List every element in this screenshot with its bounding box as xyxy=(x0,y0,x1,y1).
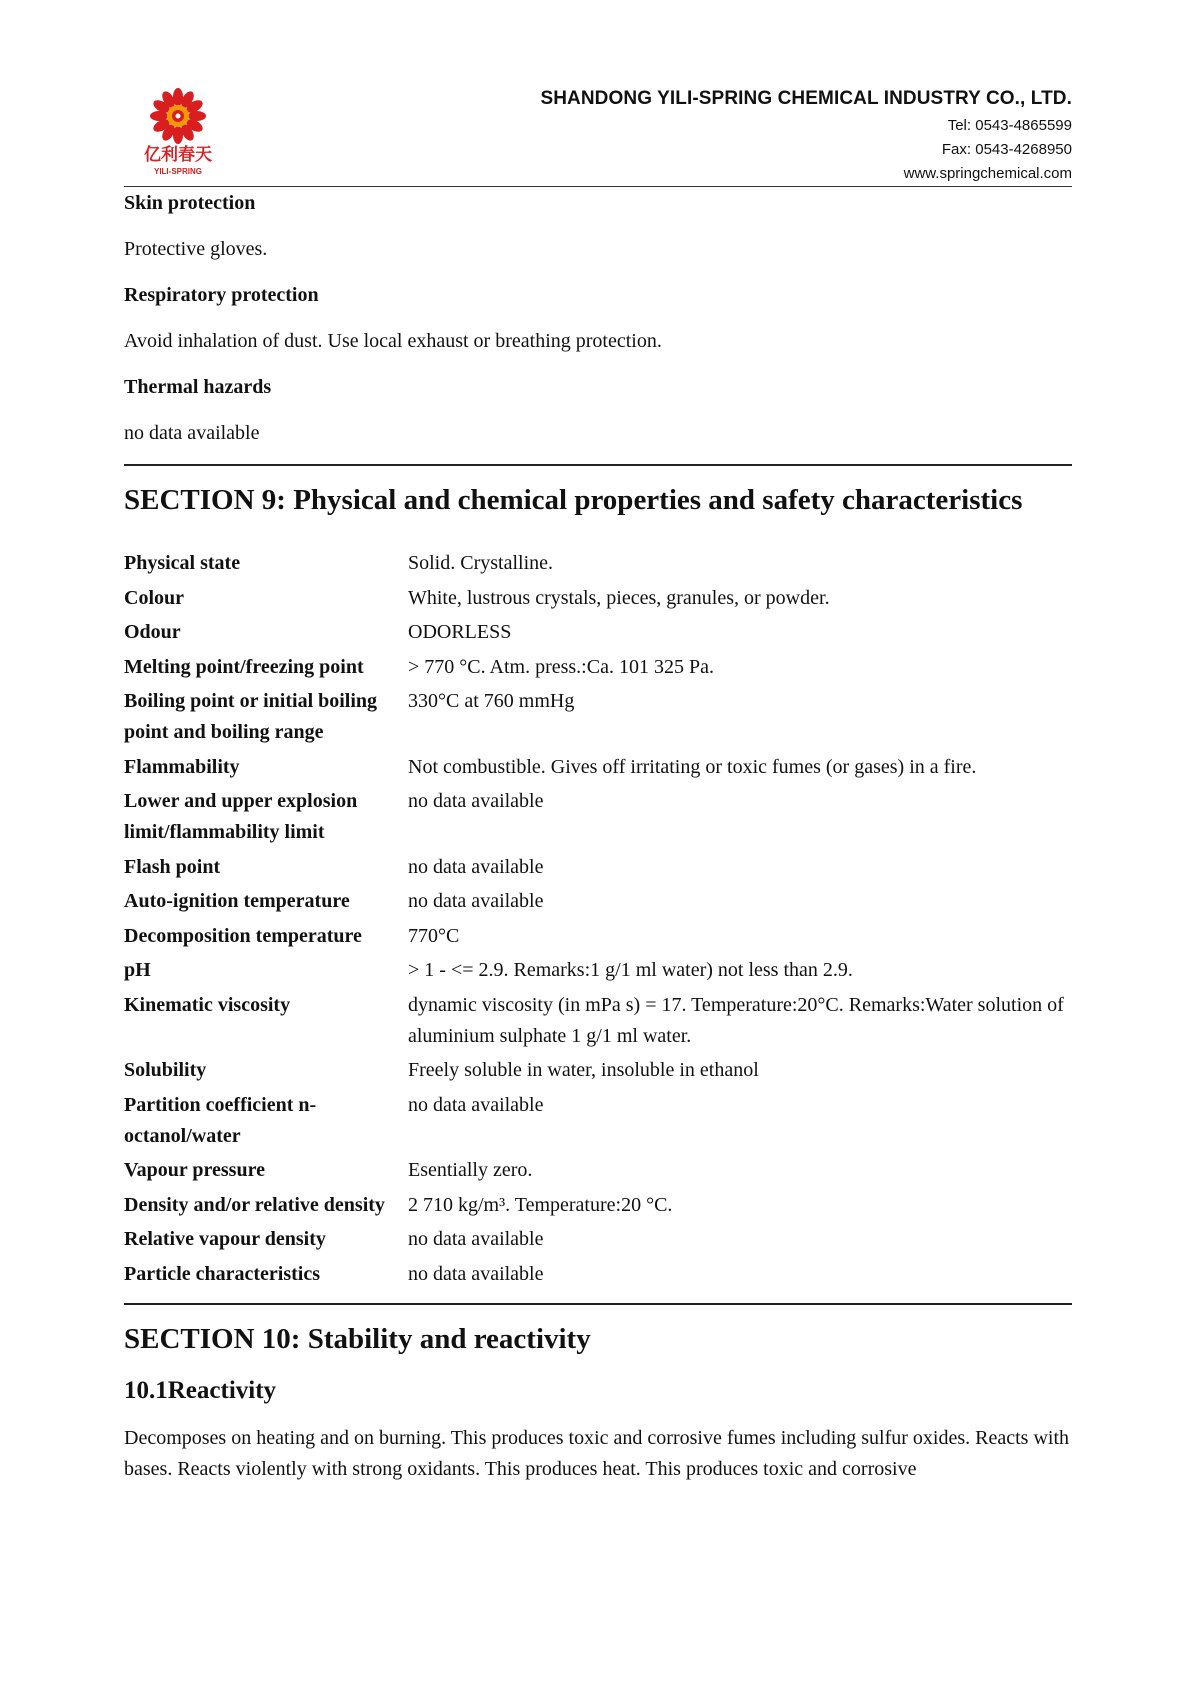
property-value: no data available xyxy=(408,855,544,878)
document-body xyxy=(124,188,1072,1500)
property-label: Lower and upper explosion limit/flammability limit xyxy=(124,790,358,843)
table-row xyxy=(124,786,1072,852)
section-10-title: SECTION 10: Stability and reactivity xyxy=(124,1323,591,1355)
table-row xyxy=(124,652,1072,687)
property-value: > 1 - <= 2.9. Remarks:1 g/1 ml water) not less than 2.9. xyxy=(408,959,853,981)
thermal-hazards-heading: Thermal hazards xyxy=(124,376,272,398)
property-value: Esentially zero. xyxy=(408,1159,533,1181)
property-value: dynamic viscosity (in mPa s) = 17. Temperature:20°C. Remarks:Water solution of aluminium sulphate 1 g/1 ml water. xyxy=(408,993,1064,1047)
page-header xyxy=(124,70,1072,187)
table-row xyxy=(124,548,1072,583)
table-row xyxy=(124,852,1072,887)
property-label: Kinematic viscosity xyxy=(124,993,291,1016)
property-label: Flash point xyxy=(124,855,221,878)
company-fax: Fax: 0543-4268950 xyxy=(941,141,1072,158)
respiratory-protection-text: Avoid inhalation of dust. Use local exhaust or breathing protection. xyxy=(124,330,662,352)
table-row xyxy=(124,583,1072,618)
property-value: no data available xyxy=(408,1093,544,1116)
section-divider xyxy=(124,1303,1072,1305)
company-name: SHANDONG YILI-SPRING CHEMICAL INDUSTRY CO., LTD. xyxy=(540,88,1072,109)
reactivity-text: Decomposes on heating and on burning. This produces toxic and corrosive fumes including sulfur oxides. Reacts with bases. Reacts violently with strong oxidants. This produces heat. This produces toxic and corrosive xyxy=(124,1427,1069,1480)
property-label: Partition coefficient n-octanol/water xyxy=(124,1093,317,1147)
table-row xyxy=(124,955,1072,990)
property-label: Solubility xyxy=(124,1059,207,1081)
table-row xyxy=(124,617,1072,652)
reactivity-subsection-title: 10.1Reactivity xyxy=(124,1377,277,1404)
property-label: Odour xyxy=(124,621,181,643)
table-row xyxy=(124,1190,1072,1225)
property-value: 330°C at 760 mmHg xyxy=(408,690,575,712)
property-value: > 770 °C. Atm. press.:Ca. 101 325 Pa. xyxy=(408,655,714,678)
table-row xyxy=(124,990,1072,1056)
thermal-hazards-text: no data available xyxy=(124,422,260,444)
property-label: Decomposition temperature xyxy=(124,924,362,947)
logo-text-cn: 亿利春天 xyxy=(144,145,212,165)
skin-protection-text: Protective gloves. xyxy=(124,238,268,260)
table-row xyxy=(124,752,1072,787)
company-tel: Tel: 0543-4865599 xyxy=(947,117,1072,134)
property-label: Density and/or relative density xyxy=(124,1193,385,1216)
table-row xyxy=(124,1259,1072,1294)
respiratory-protection-heading: Respiratory protection xyxy=(124,284,319,306)
table-row xyxy=(124,886,1072,921)
table-row xyxy=(124,1055,1072,1090)
property-value: 2 710 kg/m³. Temperature:20 °C. xyxy=(408,1193,673,1216)
property-label: Boiling point or initial boiling point and boiling range xyxy=(124,690,378,743)
table-row xyxy=(124,686,1072,752)
property-label: Colour xyxy=(124,586,184,609)
property-label: Particle characteristics xyxy=(124,1262,321,1285)
property-value: ODORLESS xyxy=(408,621,512,643)
logo-text-en: YILI-SPRING xyxy=(153,167,202,176)
table-row xyxy=(124,921,1072,956)
property-value: Not combustible. Gives off irritating or toxic fumes (or gases) in a fire. xyxy=(408,755,977,778)
company-info xyxy=(540,88,1072,182)
property-label: Vapour pressure xyxy=(124,1159,265,1181)
company-logo xyxy=(138,82,218,182)
property-value: no data available xyxy=(408,1228,544,1250)
property-label: pH xyxy=(124,959,151,981)
section-divider xyxy=(124,464,1072,466)
property-label: Relative vapour density xyxy=(124,1228,326,1250)
property-value: no data available xyxy=(408,1262,544,1285)
property-value: White, lustrous crystals, pieces, granules, or powder. xyxy=(408,586,830,609)
property-value: Freely soluble in water, insoluble in ethanol xyxy=(408,1059,759,1081)
property-value: 770°C xyxy=(408,924,460,947)
property-label: Flammability xyxy=(124,755,240,778)
table-row xyxy=(124,1090,1072,1156)
property-value: no data available xyxy=(408,790,544,812)
property-label: Physical state xyxy=(124,552,241,574)
property-value: Solid. Crystalline. xyxy=(408,552,553,574)
section-9-title: SECTION 9: Physical and chemical properties and safety characteristics xyxy=(124,484,1023,516)
properties-table xyxy=(124,548,1072,1293)
company-website: www.springchemical.com xyxy=(903,165,1072,182)
property-label: Auto-ignition temperature xyxy=(124,890,350,912)
property-value: no data available xyxy=(408,890,544,912)
table-row xyxy=(124,1155,1072,1190)
table-row xyxy=(124,1224,1072,1259)
property-label: Melting point/freezing point xyxy=(124,655,364,678)
skin-protection-heading: Skin protection xyxy=(124,192,256,214)
